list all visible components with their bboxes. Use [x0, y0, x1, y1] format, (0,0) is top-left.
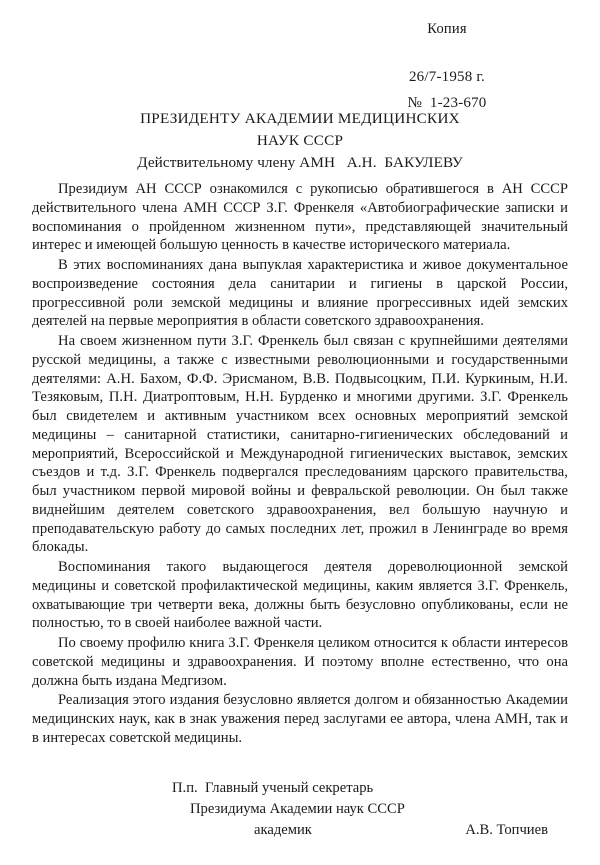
signature-name: А.В. Топчиев	[465, 822, 548, 839]
document-number: № 1-23-670	[407, 94, 487, 111]
document-date: 26/7-1958 г.	[408, 69, 486, 86]
signature-block	[32, 778, 568, 841]
paragraph-2: В этих воспоминаниях дана выпуклая характеристика и живое документальное воспроизведение состояния дела санитарии и гигиены в царской России, прогрессивной роли земской медицины и влияние прогрессивных идей земских деятелей на первые мероприятия в области советского здравоохранения.	[32, 257, 568, 330]
addressee-line-3: Действительному члену АМН А.Н. БАКУЛЕВУ	[137, 154, 463, 172]
paragraph-3: На своем жизненном пути З.Г. Френкель был связан с крупнейшими деятелями русской медицины, а также с известными революционными и государственными деятелями: А.Н. Бахом, Ф.Ф. Эрисманом, В.В. Подвысоцким, П.И. Куркиным, Н.И. Тезяковым, П.Н. Диатроптовым, Н.Н. Бурденко и многими другими. З.Г. Френкель был свидетелем и активным участником всех основных мероприятий земской медицины – санитарной статистики, санитарно-гигиенических обследований и мероприятий, Всероссийской и Международной гигиенических выставок, земских съездов и т.д. З.Г. Френкель подвергался преследованиям царского правительства, был участником первой мировой войны и февральской революции. Он был также виднейшим деятелем советского здравоохранения, вел большую научную и преподавательскую работу до самых последних лет, прожил в Ленинграде во время блокады.	[32, 333, 568, 556]
addressee-line-1: ПРЕЗИДЕНТУ АКАДЕМИИ МЕДИЦИНСКИХ	[140, 110, 460, 127]
paragraph-6: Реализация этого издания безусловно является долгом и обязанностью Академии медицинских наук, как в знак уважения перед заслугами ее автора, члена АМН, так и в интересах советской медицины.	[32, 692, 568, 746]
addressee-line-2: НАУК СССР	[256, 131, 344, 149]
document-header-block	[322, 18, 572, 115]
signature-role: академик	[254, 822, 312, 839]
copy-label: Копия	[427, 21, 467, 37]
signature-line-2: Президиума Академии наук СССР	[190, 801, 405, 818]
document-body	[32, 180, 568, 749]
signature-line-3	[32, 820, 568, 841]
addressee-block	[0, 108, 600, 174]
paragraph-1: Президиум АН СССР ознакомился с рукописью обратившегося в АН СССР действительного члена АМН СССР З.Г. Френкеля «Автобиографические записки и воспоминания о пройденном жизненном пути», представляющей значительный интерес и имеющей большую ценность в качестве исторического материала.	[32, 181, 568, 254]
paragraph-5: По своему профилю книга З.Г. Френкеля целиком относится к области интересов советской медицины и здравоохранения. И поэтому вполне естественно, что она должна быть издана Медгизом.	[32, 635, 568, 689]
paragraph-4: Воспоминания такого выдающегося деятеля дореволюционной земской медицины и советской профилактической медицины, каким является З.Г. Френкель, охватывающие три четверти века, должны быть безусловно опубликованы, если не полностью, то в своей наиболее важной части.	[32, 559, 568, 632]
signature-line-1: П.п. Главный ученый секретарь	[172, 780, 374, 796]
